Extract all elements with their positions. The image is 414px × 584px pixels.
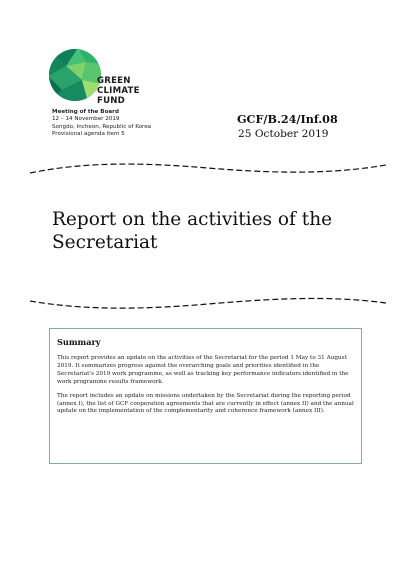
meeting-agenda-item: Provisional agenda item 5 xyxy=(52,131,125,138)
wave-divider-top xyxy=(28,159,388,179)
logo-text-line: GREEN xyxy=(97,76,131,86)
meeting-dates: 12 – 14 November 2019 xyxy=(52,116,120,123)
meeting-location: Songdo, Incheon, Republic of Korea xyxy=(52,123,152,130)
logo-text-line: FUND xyxy=(97,96,125,107)
document-id: GCF/B.24/Inf.08 xyxy=(237,112,338,126)
document-title-line: Secretariat xyxy=(52,232,158,253)
summary-paragraph: The report includes an update on missions undertaken by the Secretariat during the reporting period (annex I), the list of GCF cooperation agreements that are currently in effect (annex II) and the annual update on the implementation of the complementarity and coherence framework (annex III). xyxy=(57,392,354,415)
document-title xyxy=(52,208,372,254)
document-title-line: Report on the activities of the xyxy=(52,209,333,230)
meeting-title: Meeting of the Board xyxy=(52,109,119,115)
document-date: 25 October 2019 xyxy=(238,128,329,140)
logo-text-line: CLIMATE xyxy=(97,86,140,97)
meeting-info xyxy=(52,109,151,139)
wave-divider-bottom xyxy=(28,293,388,313)
gcf-logo-icon xyxy=(48,48,102,102)
summary-paragraph: This report provides an update on the activities of the Secretariat for the period 1 May to 31 August 2019. It summarizes progress against the overarching goals and priorities identified in the Secretariat's 2019 work programme, as well as tracking key performance indicators identified in the work programme results framework. xyxy=(57,355,349,385)
summary-heading: Summary xyxy=(57,337,101,347)
summary-box xyxy=(49,328,362,464)
gcf-logo-text xyxy=(97,76,140,107)
